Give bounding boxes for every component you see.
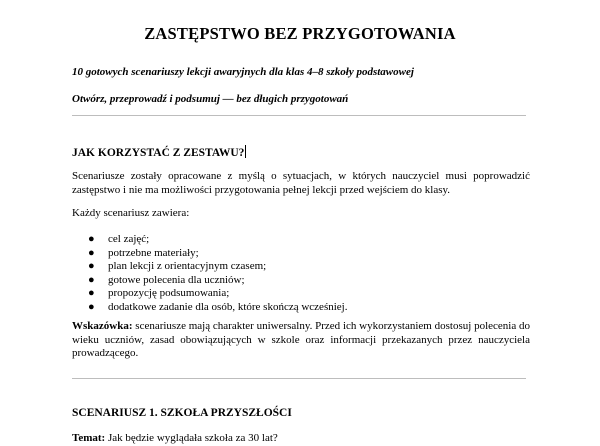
list-item-text: plan lekcji z orientacyjnym czasem; xyxy=(108,260,267,272)
document-subtitle-1: 10 gotowych scenariuszy lekcji awaryjnych dla klas 4–8 szkoły podstawowej xyxy=(72,66,414,78)
document-subtitle-2: Otwórz, przeprowadź i podsumuj — bez długich przygotowań xyxy=(72,93,349,105)
section-heading-scenario-1: SCENARIUSZ 1. SZKOŁA PRZYSZŁOŚCI xyxy=(72,407,292,419)
contents-bullet-list xyxy=(88,233,347,314)
intro-paragraph: Scenariusze zostały opracowane z myślą o sytuacjach, w których nauczyciel musi poprowadzić zastępstwo i nie ma możliwości przygotowania pełnej lekcji przed wejściem do klasy. xyxy=(72,170,530,196)
document-title: ZASTĘPSTWO BEZ PRZYGOTOWANIA xyxy=(144,24,456,43)
list-item-text: propozycję podsumowania; xyxy=(108,287,230,299)
list-item xyxy=(88,274,347,288)
list-item xyxy=(88,233,347,247)
horizontal-rule-1 xyxy=(72,115,526,116)
list-item xyxy=(88,247,347,261)
bullet-icon: ● xyxy=(88,287,95,299)
bullet-icon: ● xyxy=(88,273,95,286)
section-heading-how-to-use-text: JAK KORZYSTAĆ Z ZESTAWU? xyxy=(72,147,245,159)
bullet-icon: ● xyxy=(88,233,95,245)
bullet-icon: ● xyxy=(88,260,95,272)
tip-label: Wskazówka: xyxy=(72,320,133,332)
topic-label: Temat: xyxy=(72,432,106,444)
section-heading-how-to-use[interactable] xyxy=(72,145,246,160)
list-item-text: potrzebne materiały; xyxy=(108,246,199,259)
list-intro: Każdy scenariusz zawiera: xyxy=(72,207,190,219)
list-item xyxy=(88,287,347,301)
list-item-text: cel zajęć; xyxy=(108,233,150,245)
list-item xyxy=(88,260,347,274)
bullet-icon: ● xyxy=(88,300,95,313)
tip-paragraph xyxy=(72,320,530,361)
list-item-text: dodatkowe zadanie dla osób, które skończą wcześniej. xyxy=(108,300,348,313)
tip-text: scenariusze mają charakter uniwersalny. Przed ich wykorzystaniem dostosuj polecenia do wieku uczniów, zasad obowiązujących w szkole oraz informacji przekazanych przez nauczyciela prowadzącego. xyxy=(72,320,530,359)
list-item-text: gotowe polecenia dla uczniów; xyxy=(108,273,245,286)
list-item xyxy=(88,301,347,315)
bullet-icon: ● xyxy=(88,246,95,259)
topic-line xyxy=(72,432,530,446)
horizontal-rule-2 xyxy=(72,378,526,379)
topic-text: Jak będzie wyglądała szkoła za 30 lat? xyxy=(105,432,278,444)
text-cursor xyxy=(245,145,246,158)
